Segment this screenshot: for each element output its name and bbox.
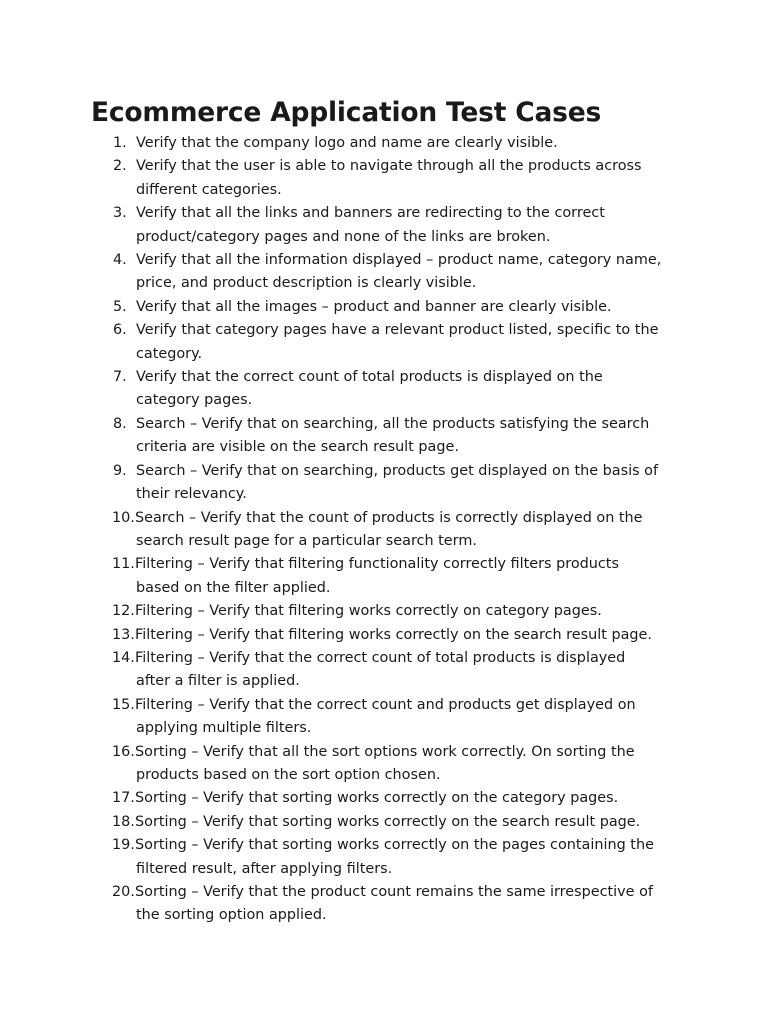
test-case-text-line: Filtering – Verify that filtering works correctly on the search result page. bbox=[135, 626, 652, 643]
test-case-number: 4. bbox=[113, 252, 127, 269]
test-case-number: 2. bbox=[113, 158, 127, 175]
test-case-text-line: Sorting – Verify that the product count remains the same irrespective of bbox=[135, 884, 653, 900]
test-case-text-line: Search – Verify that on searching, products get displayed on the basis of bbox=[136, 462, 659, 479]
test-case-item bbox=[0, 881, 684, 928]
test-case-text-line: Search – Verify that on searching, all the products satisfying the search bbox=[136, 415, 650, 432]
test-case-text-line: product/category pages and none of the links are broken. bbox=[136, 228, 551, 245]
test-case-text-line: based on the filter applied. bbox=[136, 579, 331, 596]
test-case-number: 6. bbox=[113, 322, 127, 339]
test-case-list bbox=[0, 132, 768, 928]
test-case-number: 1. bbox=[113, 135, 127, 151]
test-case-number: 18. bbox=[112, 813, 135, 830]
test-case-number: 20. bbox=[112, 884, 135, 900]
test-case-text-line: Verify that all the links and banners are redirecting to the correct bbox=[136, 205, 605, 222]
test-case-number: 13. bbox=[112, 626, 135, 643]
test-case-text-line: Verify that the correct count of total products is displayed on the bbox=[136, 369, 603, 386]
test-case-item bbox=[0, 296, 684, 319]
test-case-text-line: Search – Verify that the count of products is correctly displayed on the bbox=[135, 509, 643, 526]
test-case-item bbox=[0, 787, 684, 810]
test-case-text-line: price, and product description is clearly visible. bbox=[136, 275, 477, 292]
test-case-number: 15. bbox=[112, 696, 135, 713]
test-case-item bbox=[0, 553, 684, 600]
test-case-item bbox=[0, 647, 684, 694]
test-case-text-line: Verify that all the information displayed – product name, category name, bbox=[136, 252, 662, 269]
test-case-number: 3. bbox=[113, 205, 127, 222]
test-case-number: 7. bbox=[113, 369, 127, 386]
test-case-text-line: applying multiple filters. bbox=[136, 720, 312, 737]
test-case-item bbox=[0, 319, 684, 366]
test-case-text-line: filtered result, after applying filters. bbox=[136, 860, 393, 877]
test-case-text-line: Verify that all the images – product and banner are clearly visible. bbox=[136, 298, 612, 315]
test-case-item bbox=[0, 132, 684, 155]
test-case-text-line: category pages. bbox=[136, 392, 253, 409]
test-case-item bbox=[0, 694, 684, 741]
test-case-text-line: Filtering – Verify that the correct count and products get displayed on bbox=[135, 696, 636, 713]
test-case-text-line: Sorting – Verify that sorting works correctly on the category pages. bbox=[135, 790, 619, 807]
test-case-number: 5. bbox=[113, 298, 127, 315]
test-case-item bbox=[0, 460, 684, 507]
test-case-item bbox=[0, 249, 684, 296]
test-case-number: 16. bbox=[112, 743, 135, 760]
test-case-text-line: Verify that the user is able to navigate through all the products across bbox=[136, 158, 642, 175]
test-case-number: 11. bbox=[112, 556, 135, 573]
test-case-text-line: Sorting – Verify that sorting works correctly on the pages containing the bbox=[135, 837, 654, 854]
test-case-text-line: products based on the sort option chosen. bbox=[136, 766, 441, 783]
test-case-item bbox=[0, 413, 684, 460]
test-case-number: 8. bbox=[113, 415, 127, 432]
test-case-item bbox=[0, 366, 684, 413]
test-case-item bbox=[0, 834, 684, 881]
test-case-number: 12. bbox=[112, 603, 135, 620]
test-case-item bbox=[0, 155, 684, 202]
test-case-text-line: criteria are visible on the search result page. bbox=[136, 439, 459, 456]
test-case-item bbox=[0, 507, 684, 554]
test-case-text-line: Filtering – Verify that the correct count of total products is displayed bbox=[135, 649, 626, 666]
test-case-number: 10. bbox=[112, 509, 135, 526]
test-case-number: 17. bbox=[112, 790, 135, 807]
test-case-text-line: different categories. bbox=[136, 181, 282, 198]
test-case-item bbox=[0, 624, 684, 647]
test-case-text-line: category. bbox=[136, 345, 203, 362]
test-case-item bbox=[0, 811, 684, 834]
test-case-text-line: Filtering – Verify that filtering functionality correctly filters products bbox=[135, 556, 619, 573]
test-case-text-line: search result page for a particular search term. bbox=[136, 532, 477, 549]
test-case-number: 19. bbox=[112, 837, 135, 854]
test-case-number: 9. bbox=[113, 462, 127, 479]
page-title: Ecommerce Application Test Cases bbox=[91, 97, 602, 128]
test-case-text-line: after a filter is applied. bbox=[136, 673, 300, 690]
test-case-item bbox=[0, 202, 684, 249]
test-case-item bbox=[0, 600, 684, 623]
test-case-number: 14. bbox=[112, 649, 135, 666]
test-case-text-line: their relevancy. bbox=[136, 486, 247, 503]
test-case-text-line: Sorting – Verify that sorting works correctly on the search result page. bbox=[135, 813, 641, 830]
test-case-text-line: Filtering – Verify that filtering works correctly on category pages. bbox=[135, 603, 602, 620]
test-case-text-line: Verify that the company logo and name are clearly visible. bbox=[136, 135, 558, 151]
test-case-item bbox=[0, 741, 684, 788]
test-case-text-line: Sorting – Verify that all the sort options work correctly. On sorting the bbox=[135, 743, 635, 760]
test-case-text-line: Verify that category pages have a relevant product listed, specific to the bbox=[136, 322, 659, 339]
test-case-text-line: the sorting option applied. bbox=[136, 907, 327, 924]
